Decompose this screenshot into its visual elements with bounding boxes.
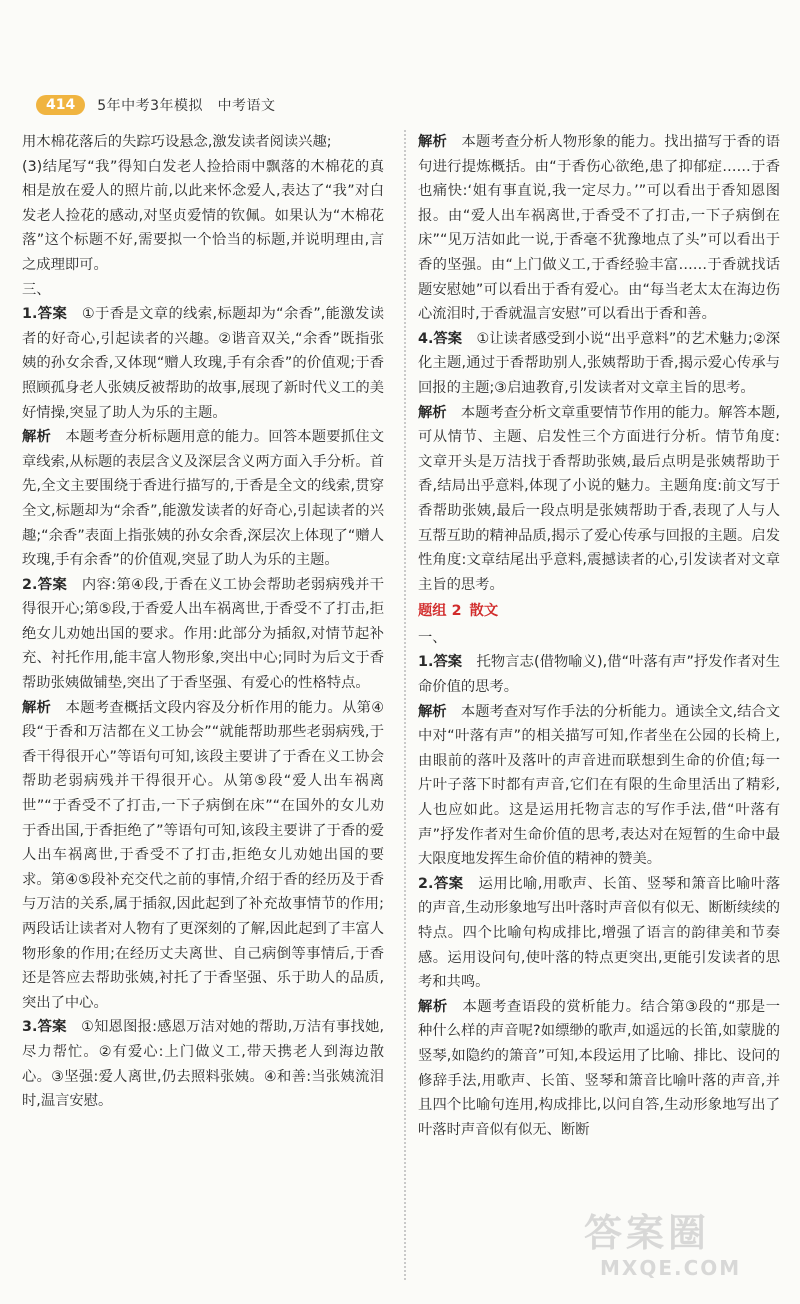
analysis-item <box>22 425 384 573</box>
answer-item <box>418 872 780 995</box>
watermark-logo <box>570 1198 780 1286</box>
question-number: 1. <box>418 654 434 671</box>
question-number: 1. <box>22 306 38 323</box>
answer-text: ①让读者感受到小说“出乎意料”的艺术魅力;②深化主题,通过于香帮助别人,张姨帮助于香,揭示爱心传承与回报的主题;③启迪教育,引发读者对文章主旨的思考。 <box>418 330 781 396</box>
right-column <box>418 130 780 1142</box>
answer-item <box>22 1015 384 1113</box>
analysis-text: 本题考查语段的赏析能力。结合第③段的“那是一种什么样的声音呢?如缥缈的歌声,如遥远的长笛,如蒙胧的竖琴,如隐约的箫音”可知,本段运用了比喻、排比、设问的修辞手法,用歌声、长笛、竖琴和箫音比喻叶落的声音,并且四个比喻句连用,构成排比,以问自答,生动形象地写出了叶落时声音似有似无、断断 <box>418 998 780 1138</box>
question-number: 2. <box>418 875 434 892</box>
answer-text: ①知恩图报:感恩万洁对她的帮助,万洁有事找她,尽力帮忙。②有爱心:上门做义工,带天携老人到海边散心。③坚强:爱人离世,仍去照料张姨。④和善:当张姨流泪时,温言安慰。 <box>22 1019 385 1110</box>
analysis-tag: 解析 <box>418 404 447 421</box>
question-number: 2. <box>22 576 38 593</box>
column-divider <box>404 130 406 1280</box>
book-title: 5年中考3年模拟 中考语文 <box>97 98 276 114</box>
analysis-item <box>22 696 384 1016</box>
page-number: 414 <box>36 95 85 115</box>
answer-tag: 答案 <box>37 576 68 593</box>
analysis-item <box>418 401 780 598</box>
analysis-text: 本题考查概括文段内容及分析作用的能力。从第④段“于香和万洁都在义工协会”“就能帮助那些老弱病残,于香干得很开心”等语句可知,该段主要讲了于香在义工协会帮助老弱病残并干得很开心。从第⑤段“爱人出车祸离世”“于香受不了打击,一下子病倒在床”“在国外的女儿劝于香出国,于香拒绝了”等语句可知,该段主要讲了于香的爱人出车祸离世,于香受不了打击,拒绝女儿劝她出国的要求。第④⑤段补充交代之前的事情,介绍于香的经历及于香与万洁的关系,属于插叙,因此起到了补充故事情节的作用;两段话让读者对人物有了更深刻的了解,因此起到了丰富人物形象的作用;在经历丈夫离世、自己病倒等事情后,于香还是答应去帮助张姨,衬托了于香坚强、乐于助人的品质,突出了中心。 <box>22 699 385 1011</box>
answer-item <box>418 650 780 699</box>
analysis-item <box>418 995 780 1143</box>
question-number: 4. <box>418 330 434 347</box>
left-column <box>22 130 384 1114</box>
analysis-item <box>418 130 780 327</box>
answer-text: ①于香是文章的线索,标题却为“余香”,能激发读者的好奇心,引起读者的兴趣。②谐音双关,“余香”既指张姨的孙女余香,又体现“赠人玫瑰,手有余香”的价值观;于香照顾孤身老人张姨反被帮助的故事,展现了新时代义工的美好情操,突显了助人为乐的主题。 <box>22 306 385 421</box>
group-name: 散文 <box>469 603 499 620</box>
analysis-item <box>418 700 780 872</box>
answer-tag: 答案 <box>433 330 463 347</box>
paragraph: 用木棉花落后的失踪巧设悬念,激发读者阅读兴趣; <box>22 134 332 150</box>
answer-tag: 答案 <box>37 306 68 323</box>
answer-text: 托物言志(借物喻义),借“叶落有声”抒发作者对生命价值的思考。 <box>418 654 781 696</box>
watermark-logo-text: 答案圈 <box>584 1211 711 1255</box>
analysis-tag: 解析 <box>418 134 447 150</box>
answer-item <box>22 302 384 425</box>
answer-item <box>22 573 384 696</box>
group-label: 题组 2 <box>418 603 462 620</box>
paragraph: (3)结尾写“我”得知白发老人捡拾雨中飘落的木棉花的真相是放在爱人的照片前,以此来怀念爱人,表达了“我”对白发老人捡花的感动,对坚贞爱情的钦佩。如果认为“木棉花落”这个标题不好,需要拟一个恰当的标题,并说明理由,言之成理即可。 <box>22 158 384 273</box>
section-heading: 三、 <box>22 281 51 298</box>
page-header <box>36 92 276 118</box>
answer-tag: 答案 <box>433 654 463 671</box>
analysis-tag: 解析 <box>418 703 447 720</box>
analysis-tag: 解析 <box>418 998 448 1015</box>
answer-text: 内容:第④段,于香在义工协会帮助老弱病残并干得很开心;第⑤段,于香爱人出车祸离世,于香受不了打击,拒绝女儿劝她出国的要求。作用:此部分为插叙,对情节起补充、衬托作用,能丰富人物形象,突出中心;同时为后文于香帮助张姨做铺垫,突出了于香坚强、有爱心的性格特点。 <box>22 576 385 692</box>
group-heading <box>418 599 780 624</box>
analysis-text: 本题考查分析人物形象的能力。找出描写于香的语句进行提炼概括。由“于香伤心欲绝,患了抑郁症……于香也痛快:‘姐有事直说,我一定尽力。’”可以看出于香知恩图报。由“爱人出车祸离世,于香受不了打击,一下子病倒在床”“见万洁如此一说,于香毫不犹豫地点了头”可以看出于香的坚强。由“上门做义工,于香经验丰富……于香就找话题安慰她”可以看出于香有爱心。由“每当老太太在海边伤心流泪时,于香就温言安慰”可以看出于香和善。 <box>418 134 781 323</box>
answer-tag: 答案 <box>433 875 464 892</box>
analysis-tag: 解析 <box>22 429 51 446</box>
analysis-tag: 解析 <box>22 699 52 716</box>
answer-tag: 答案 <box>37 1019 67 1036</box>
analysis-text: 本题考查对写作手法的分析能力。通读全文,结合文中对“叶落有声”的相关描写可知,作者坐在公园的长椅上,由眼前的落叶及落叶的声音进而联想到生命的价值;每一片叶子落下时都有声音,它们在有限的生命里活出了精彩,人也应如此。这是运用托物言志的写作手法,借“叶落有声”抒发作者对生命价值的思考,表达对在短暂的生命中最大限度地发挥生命价值的精神的赞美。 <box>418 703 781 868</box>
section-heading: 一、 <box>418 629 447 646</box>
analysis-text: 本题考查分析文章重要情节作用的能力。解答本题,可从情节、主题、启发性三个方面进行分析。情节角度:文章开头是万洁找于香帮助张姨,最后点明是张姨帮助于香,结局出乎意料,体现了小说的魅力。主题角度:前文写于香帮助张姨,最后一段点明是张姨帮助于香,表现了人与人互帮互助的精神品质,揭示了爱心传承与回报的主题。启发性角度:文章结尾出乎意料,震撼读者的心,引发读者对文章主旨的思考。 <box>418 404 781 593</box>
answer-item <box>418 327 780 401</box>
answer-text: 运用比喻,用歌声、长笛、竖琴和箫音比喻叶落的声音,生动形象地写出叶落时声音似有似无、断断续续的特点。四个比喻句构成排比,增强了语言的韵律美和节奏感。运用设问句,使叶落的特点更突出,更能引发读者的思考和共鸣。 <box>418 875 781 991</box>
question-number: 3. <box>22 1019 38 1036</box>
analysis-text: 本题考查分析标题用意的能力。回答本题要抓住文章线索,从标题的表层含义及深层含义两方面入手分析。首先,全文主要围绕于香进行描写的,于香是全文的线索,贯穿全文,标题却为“余香”,能激发读者的好奇心,引起读者的兴趣;“余香”表面上指张姨的孙女余香,深层次上体现了“赠人玫瑰,手有余香”的价值观,突显了助人为乐的主题。 <box>22 429 385 569</box>
watermark-site-text: MXQE.COM <box>600 1256 742 1280</box>
